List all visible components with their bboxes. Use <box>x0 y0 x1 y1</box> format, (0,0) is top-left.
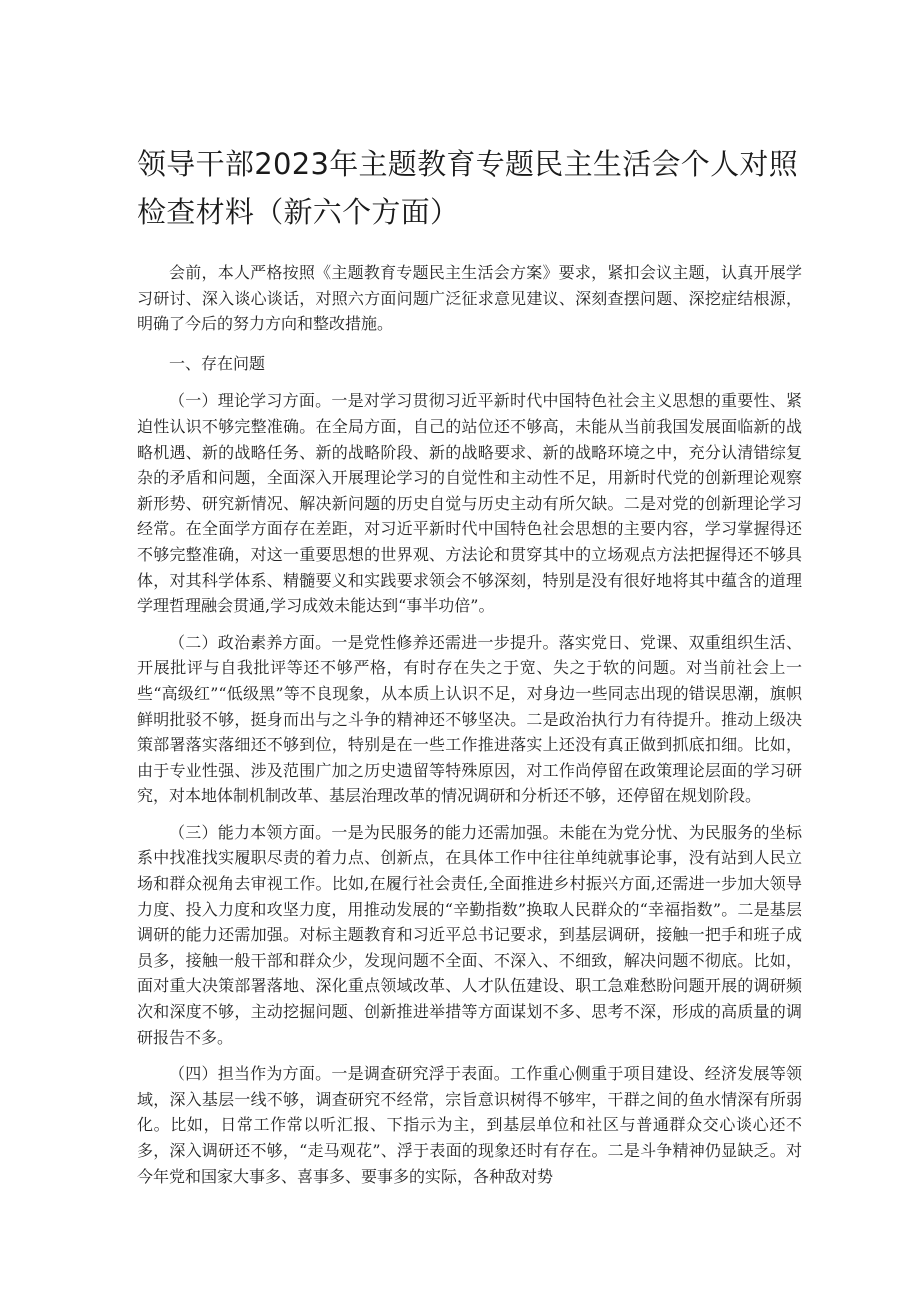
body-paragraph-responsibility: （四）担当作为方面。一是调查研究浮于表面。工作重心侧重于项目建设、经济发展等领域，深入基层一线不够，调查研究不经常，宗旨意识树得不够牢，干群之间的鱼水情深有所弱化。比如，日常工作常以听汇报、下指示为主，到基层单位和社区与普通群众交心谈心还不多，深入调研还不够，“走马观花”、浮于表面的现象还时有存在。二是斗争精神仍显缺乏。对今年党和国家大事多、喜事多、要事多的实际，各种敌对势 <box>137 1064 802 1186</box>
document-title: 领导干部2023年主题教育专题民主生活会个人对照检查材料（新六个方面） <box>137 147 799 229</box>
body-paragraph-theory-study: （一）理论学习方面。一是对学习贯彻习近平新时代中国特色社会主义思想的重要性、紧迫性认识不够完整准确。在全局方面，自己的站位还不够高，未能从当前我国发展面临新的战略机遇、新的战略任务、新的战略阶段、新的战略要求、新的战略环境之中，充分认清错综复杂的矛盾和问题，全面深入开展理论学习的自觉性和主动性不足，用新时代党的创新理论观察新形势、研究新情况、解决新问题的历史自觉与历史主动有所欠缺。二是对党的创新理论学习经常。在全面学方面存在差距，对习近平新时代中国特色社会思想的主要内容，学习掌握得还不够完整准确，对这一重要思想的世界观、方法论和贯穿其中的立场观点方法把握得还不够具体，对其科学体系、精髓要义和实践要求领会不够深刻，特别是没有很好地将其中蕴含的道理学理哲理融会贯通,学习成效未能达到“事半功倍”。 <box>137 391 802 616</box>
intro-paragraph: 会前，本人严格按照《主题教育专题民主生活会方案》要求，紧扣会议主题，认真开展学习研讨、深入谈心谈话，对照六方面问题广泛征求意见建议、深刻查摆问题、深挖症结根源，明确了今后的努力方向和整改措施。 <box>137 263 802 334</box>
section-heading: 一、存在问题 <box>169 353 266 373</box>
body-paragraph-capability: （三）能力本领方面。一是为民服务的能力还需加强。未能在为党分忧、为民服务的坐标系中找准找实履职尽责的着力点、创新点，在具体工作中往往单纯就事论事，没有站到人民立场和群众视角去审视工作。比如,在履行社会责任,全面推进乡村振兴方面,还需进一步加大领导力度、投入力度和攻坚力度，用推动发展的“辛勤指数”换取人民群众的“幸福指数”。二是基层调研的能力还需加强。对标主题教育和习近平总书记要求，到基层调研，接触一把手和班子成员多，接触一般干部和群众少，发现问题不全面、不深入、不细致，解决问题不彻底。比如，面对重大决策部署落地、深化重点领域改革、人才队伍建设、职工急难愁盼问题开展的调研频次和深度不够，主动挖掘问题、创新推进举措等方面谋划不多、思考不深，形成的高质量的调研报告不多。 <box>137 822 802 1047</box>
body-paragraph-political-quality: （二）政治素养方面。一是党性修养还需进一步提升。落实党日、党课、双重组织生活、开展批评与自我批评等还不够严格，有时存在失之于宽、失之于软的问题。对当前社会上一些“高级红”“低级黑”等不良现象，从本质上认识不足，对身边一些同志出现的错误思潮，旗帜鲜明批驳不够，挺身而出与之斗争的精神还不够坚决。二是政治执行力有待提升。推动上级决策部署落实落细还不够到位，特别是在一些工作推进落实上还没有真正做到抓底扣细。比如，由于专业性强、涉及范围广加之历史遗留等特殊原因，对工作尚停留在政策理论层面的学习研究，对本地体制机制改革、基层治理改革的情况调研和分析还不够，还停留在规划阶段。 <box>137 632 802 806</box>
